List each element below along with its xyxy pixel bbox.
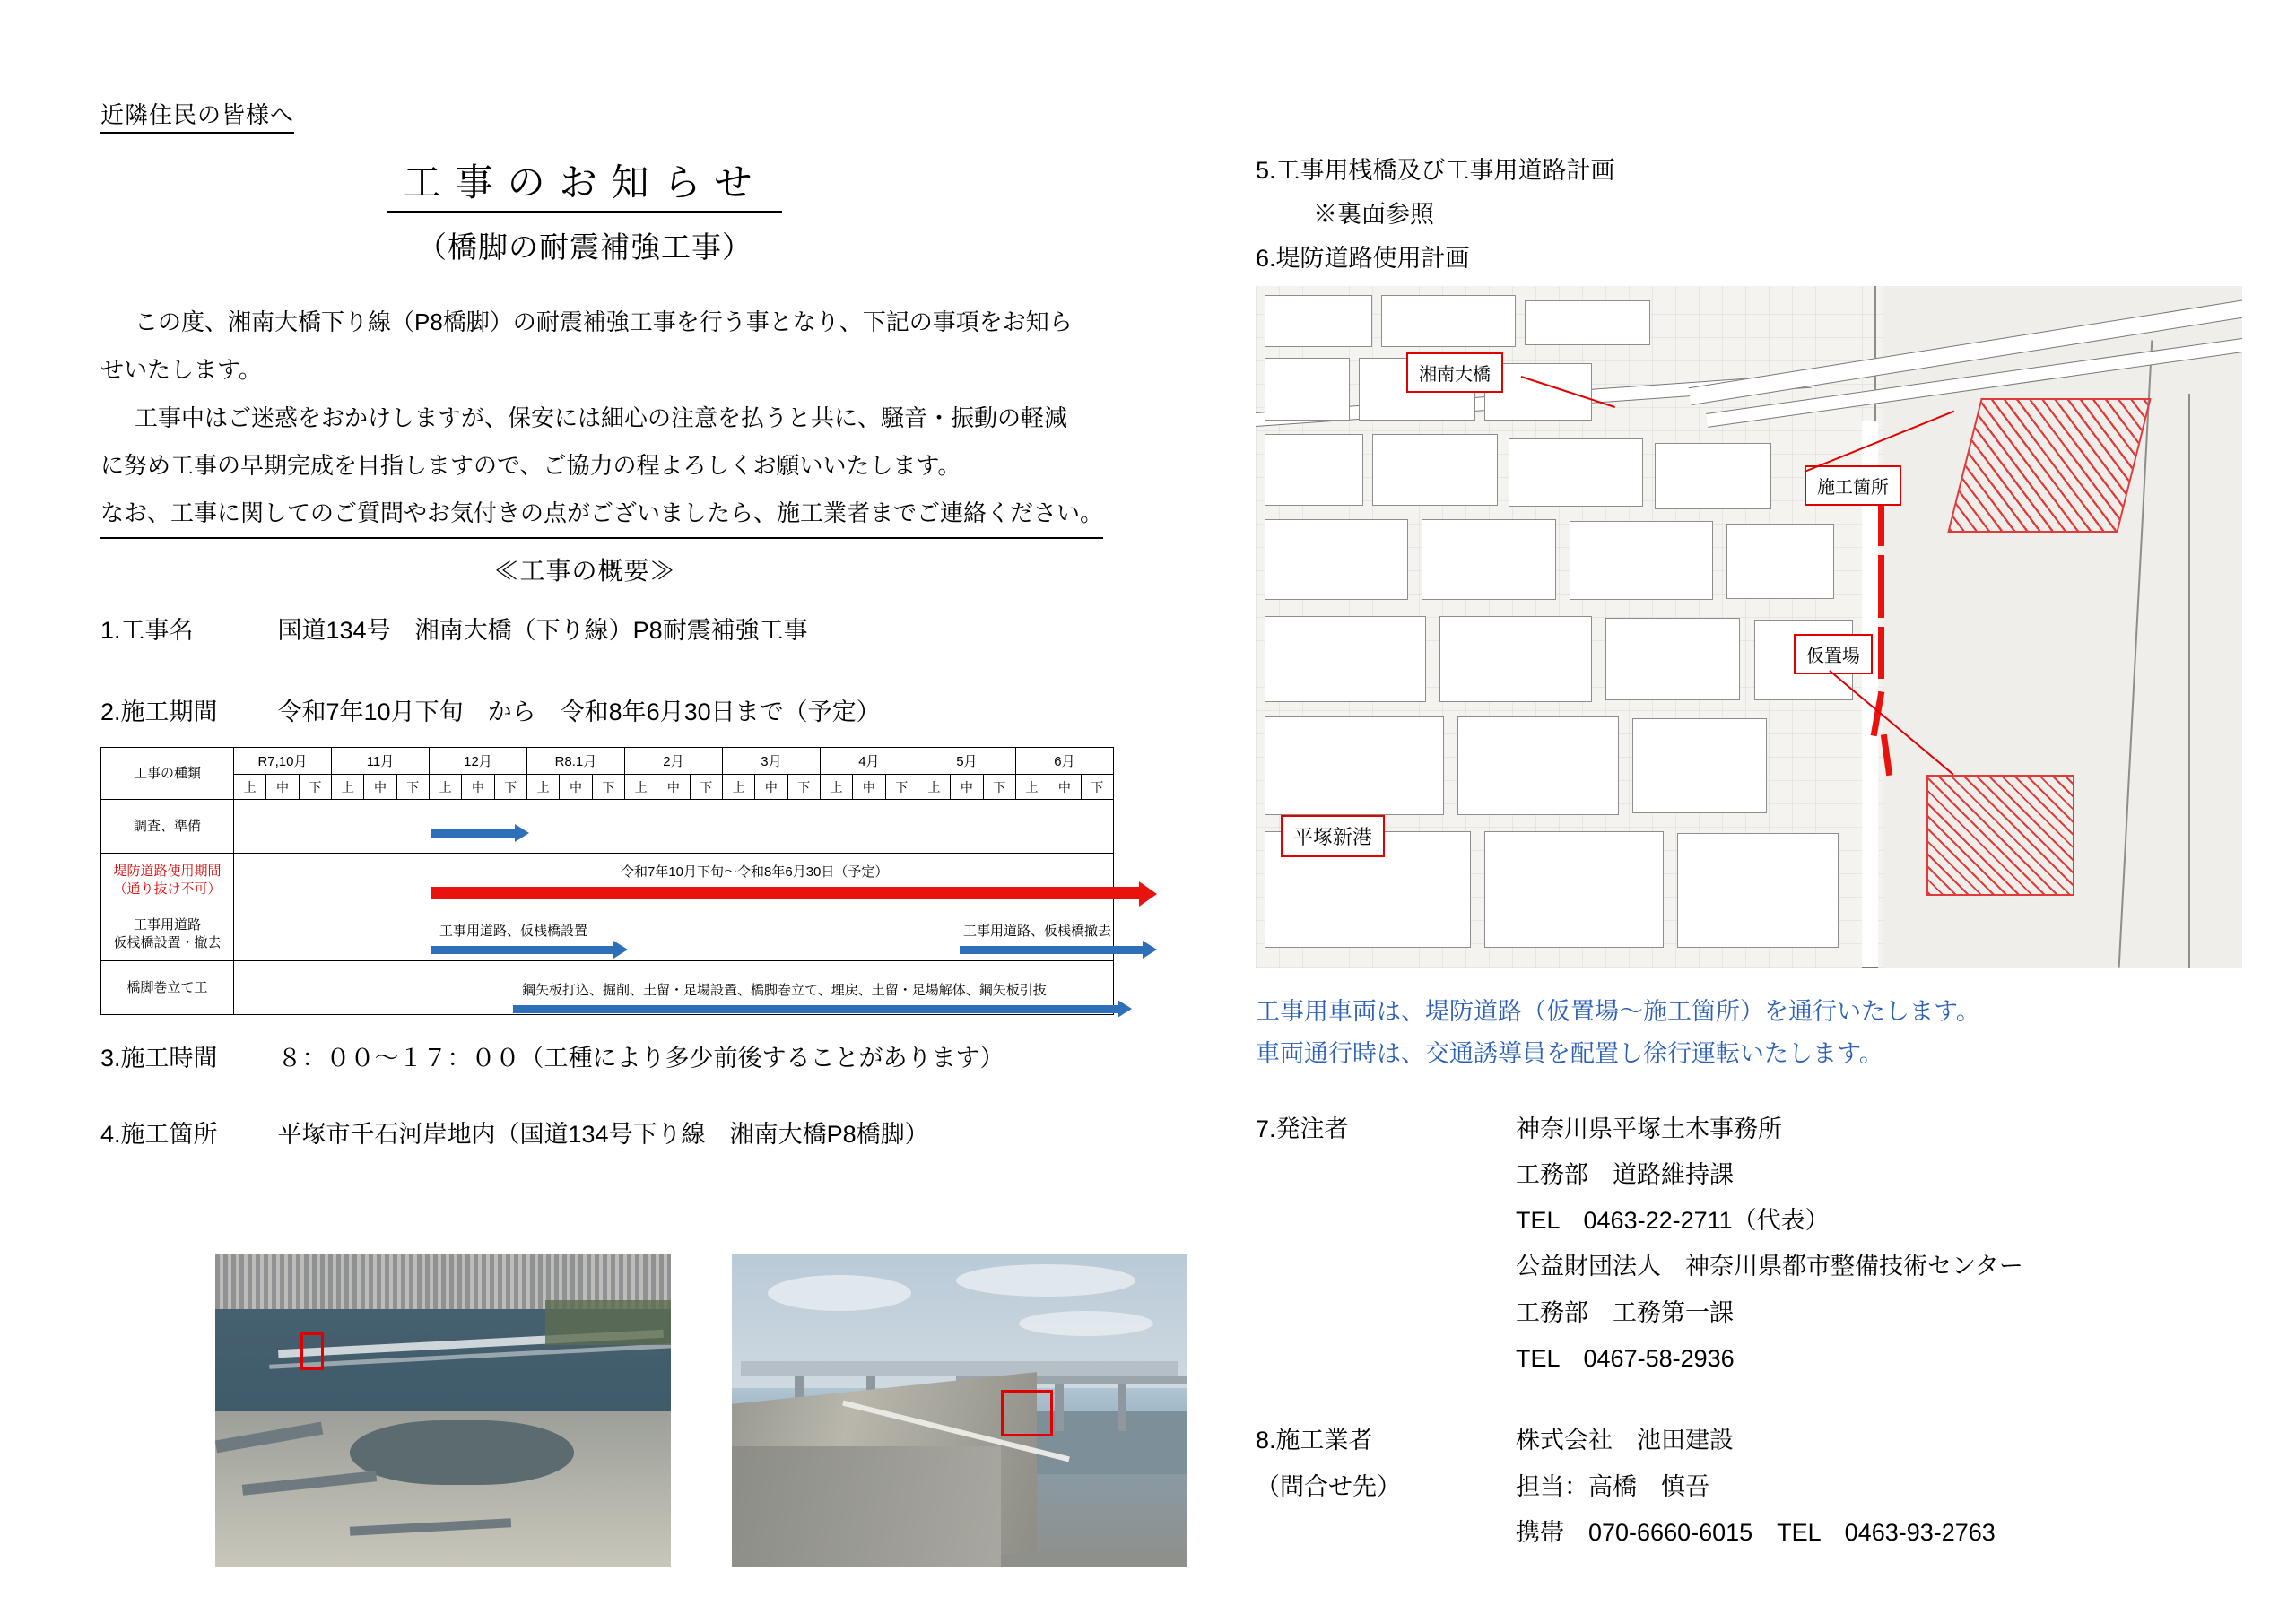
schedule-row-label-2: 工事用道路 仮桟橋設置・撤去	[101, 907, 234, 961]
schedule-third-7-0: 上	[918, 775, 950, 800]
map-block	[1655, 443, 1771, 509]
item-4	[100, 1115, 1248, 1150]
client-name: 神奈川県平塚土木事務所	[1516, 1115, 1782, 1142]
item-1-label: 1.工事名	[100, 617, 194, 645]
schedule-month-0: R7,10月	[234, 748, 332, 775]
item-1-value: 国道134号 湘南大橋（下り線）P8耐震補強工事	[277, 617, 808, 645]
intro-paragraphs	[100, 299, 1105, 539]
schedule-third-0-1: 中	[266, 775, 299, 800]
map-contour-2	[2188, 394, 2190, 968]
map-worksite-area	[1947, 398, 2151, 533]
map-block	[1570, 521, 1713, 600]
item-3-label: 3.施工時間	[100, 1045, 218, 1072]
photo-seawall	[732, 1254, 1187, 1567]
map-block	[1726, 524, 1834, 599]
right-column	[1256, 151, 2224, 1556]
item-3-value: ８：００〜１７：００（工種により多少前後することがあります）	[277, 1045, 1004, 1072]
map-block	[1265, 434, 1363, 506]
map-note-2: 車両通行時は、交通誘導員を配置し徐行運転いたします。	[1256, 1040, 1883, 1068]
schedule-third-3-0: 上	[526, 775, 559, 800]
schedule-corner-header: 工事の種類	[101, 748, 234, 800]
client-dept: 工務部 道路維持課	[1516, 1160, 1734, 1188]
map-block	[1632, 718, 1767, 813]
schedule-month-8: 6月	[1015, 748, 1113, 775]
schedule-third-6-0: 上	[820, 775, 852, 800]
schedule-third-7-1: 中	[951, 775, 983, 800]
map-block	[1372, 434, 1498, 506]
photo2-pier-5	[1118, 1384, 1126, 1431]
schedule-third-4-1: 中	[657, 775, 690, 800]
map-block	[1265, 358, 1350, 421]
intro-line-3: 工事中はご迷惑をおかけしますが、保安には細心の注意を払うと共に、騒音・振動の軽減	[135, 404, 1068, 431]
schedule-row-track-1	[234, 854, 1114, 907]
schedule-row-label-0: 調査、準備	[101, 800, 234, 854]
photo2-cloud-3	[1019, 1311, 1153, 1336]
client-block	[1256, 1107, 2224, 1383]
schedule-third-3-1: 中	[560, 775, 592, 800]
map-red-route-2	[1878, 555, 1884, 618]
map-block	[1265, 519, 1408, 600]
schedule-third-1-0: 上	[331, 775, 363, 800]
schedule-third-0-2: 下	[299, 775, 331, 800]
client-tel2: TEL 0467-58-2936	[1516, 1344, 1735, 1372]
photo2-bridge-deck	[741, 1361, 1178, 1376]
map-red-route-3	[1878, 627, 1884, 679]
spacer-4	[1256, 1290, 1516, 1336]
client-org2: 公益財団法人 神奈川県都市整備技術センター	[1516, 1253, 2023, 1280]
schedule-month-7: 5月	[918, 748, 1015, 775]
schedule-row-label-3: 橋脚巻立て工	[101, 961, 234, 1015]
schedule-third-3-2: 下	[592, 775, 624, 800]
map-block	[1509, 438, 1643, 507]
map-block	[1422, 519, 1556, 600]
schedule-third-6-2: 下	[885, 775, 918, 800]
item-7-label: 7.発注者	[1256, 1115, 1349, 1142]
bar-pier-wrap-text: 鋼矢板打込、掘削、土留・足場設置、橋脚巻立て、埋戻、土留・足場解体、鋼矢板引抜	[522, 983, 1047, 999]
map-callout-port: 平塚新港	[1281, 815, 1385, 857]
schedule-month-6: 4月	[820, 748, 918, 775]
schedule-third-2-0: 上	[429, 775, 461, 800]
map-block	[1457, 716, 1619, 815]
map-callout-worksite: 施工箇所	[1805, 465, 1901, 506]
bar-temp-road-remove-text: 工事用道路、仮桟橋撤去	[963, 924, 1112, 940]
photo1-trees	[545, 1300, 671, 1345]
bar-levee-period-text: 令和7年10月下旬〜令和8年6月30日（予定）	[621, 864, 889, 881]
intro-line-2: せいたします。	[100, 356, 262, 384]
photo2-cloud-1	[768, 1275, 911, 1311]
schedule-third-0-0: 上	[234, 775, 266, 800]
levee-road-map	[1256, 286, 2242, 968]
item-8-sublabel: （問合せ先）	[1256, 1472, 1401, 1500]
item-3	[100, 1038, 1248, 1073]
intro-line-4: に努め工事の早期完成を目指しますので、ご協力の程よろしくお願いいたします。	[100, 451, 961, 479]
schedule-third-1-1: 中	[364, 775, 396, 800]
photo2-levee-road	[732, 1446, 1001, 1567]
map-block	[1484, 831, 1664, 948]
item-5-label: 5.工事用桟橋及び工事用道路計画	[1256, 157, 1615, 184]
photo-aerial-river	[215, 1254, 671, 1567]
schedule-third-8-0: 上	[1015, 775, 1048, 800]
intro-line-5: なお、工事に関してのご質問やお気付きの点がございましたら、施工業者までご連絡ください。	[100, 490, 1103, 539]
schedule-third-2-2: 下	[494, 775, 526, 800]
map-block	[1439, 616, 1592, 702]
client-dept2: 工務部 工務第一課	[1516, 1298, 1734, 1326]
map-notes	[1256, 991, 2224, 1076]
schedule-table	[100, 747, 1114, 1015]
item-2-label: 2.施工期間	[100, 699, 218, 726]
map-callout-bridge: 湘南大橋	[1406, 352, 1503, 393]
map-block	[1381, 295, 1516, 347]
schedule-month-2: 12月	[429, 748, 526, 775]
schedule-table-wrap	[100, 747, 1248, 1015]
item-2	[100, 692, 1248, 727]
contractor-person: 担当：高橋 慎吾	[1516, 1472, 1709, 1500]
schedule-third-4-0: 上	[624, 775, 657, 800]
item-2-value: 令和7年10月下旬 から 令和8年6月30日まで（予定）	[277, 699, 881, 726]
addressee: 近隣住民の皆様へ	[100, 97, 294, 134]
item-1	[100, 611, 1248, 646]
photo2-pier-4	[1055, 1384, 1064, 1431]
bar-temp-road-install-text: 工事用道路、仮桟橋設置	[439, 924, 588, 940]
left-column	[100, 97, 1248, 1150]
section-heading: ≪工事の概要≫	[493, 557, 676, 586]
schedule-thirds-row	[101, 775, 1114, 800]
schedule-third-6-1: 中	[853, 775, 885, 800]
photo1-highlight-box	[300, 1332, 324, 1370]
map-block	[1605, 618, 1740, 700]
title-block	[100, 153, 1069, 266]
schedule-row-label-1: 堤防道路使用期間 （通り抜け不可）	[101, 854, 234, 907]
contractor-mobile: 携帯 070-6660-6015 TEL 0463-93-2763	[1516, 1518, 1996, 1546]
schedule-row-track-3	[234, 961, 1114, 1015]
item-4-label: 4.施工箇所	[100, 1121, 218, 1149]
client-tel: TEL 0463-22-2711（代表）	[1516, 1207, 1830, 1235]
photo2-highlight-box	[1001, 1390, 1053, 1436]
schedule-month-5: 3月	[722, 748, 820, 775]
schedule-third-8-2: 下	[1081, 775, 1113, 800]
map-block	[1265, 295, 1372, 347]
schedule-third-5-1: 中	[755, 775, 787, 800]
schedule-third-2-1: 中	[462, 775, 494, 800]
schedule-third-8-1: 中	[1048, 775, 1081, 800]
item-6-label: 6.堤防道路使用計画	[1256, 245, 1470, 272]
page-subtitle: （橋脚の耐震補強工事）	[417, 230, 752, 264]
photo-row	[215, 1254, 1187, 1567]
schedule-third-5-2: 下	[787, 775, 820, 800]
photo1-lagoon	[350, 1420, 574, 1485]
map-callout-storage: 仮置場	[1794, 634, 1873, 674]
spacer-2	[1256, 1198, 1516, 1244]
schedule-month-1: 11月	[331, 748, 429, 775]
photo2-cloud-2	[956, 1264, 1135, 1297]
schedule-row-track-2	[234, 907, 1114, 961]
item-5-note: ※裏面参照	[1313, 201, 1434, 228]
page-title: 工事のお知らせ	[387, 153, 783, 213]
schedule-third-5-0: 上	[722, 775, 754, 800]
intro-line-1: この度、湘南大橋下り線（P8橋脚）の耐震補強工事を行う事となり、下記の事項をお知ら	[135, 308, 1073, 335]
map-block	[1265, 616, 1426, 702]
schedule-third-4-2: 下	[690, 775, 722, 800]
spacer-5	[1256, 1336, 1516, 1382]
map-note-1: 工事用車両は、堤防道路（仮置場〜施工箇所）を通行いたします。	[1256, 998, 1980, 1025]
map-block	[1525, 300, 1650, 345]
map-block	[1265, 716, 1444, 815]
spacer-3	[1256, 1244, 1516, 1289]
schedule-row-track-0	[234, 800, 1114, 854]
map-storage-area	[1926, 775, 2074, 896]
schedule-month-3: R8.1月	[526, 748, 624, 775]
spacer-6	[1256, 1510, 1516, 1556]
contractor-company: 株式会社 池田建設	[1516, 1427, 1734, 1454]
spacer-1	[1256, 1152, 1516, 1198]
item-4-value: 平塚市千石河岸地内（国道134号下り線 湘南大橋P8橋脚）	[277, 1121, 929, 1149]
map-block	[1677, 833, 1839, 948]
contractor-block	[1256, 1418, 2224, 1556]
schedule-month-4: 2月	[624, 748, 722, 775]
schedule-third-7-2: 下	[983, 775, 1015, 800]
item-8-label: 8.施工業者	[1256, 1427, 1373, 1454]
schedule-third-1-2: 下	[396, 775, 429, 800]
